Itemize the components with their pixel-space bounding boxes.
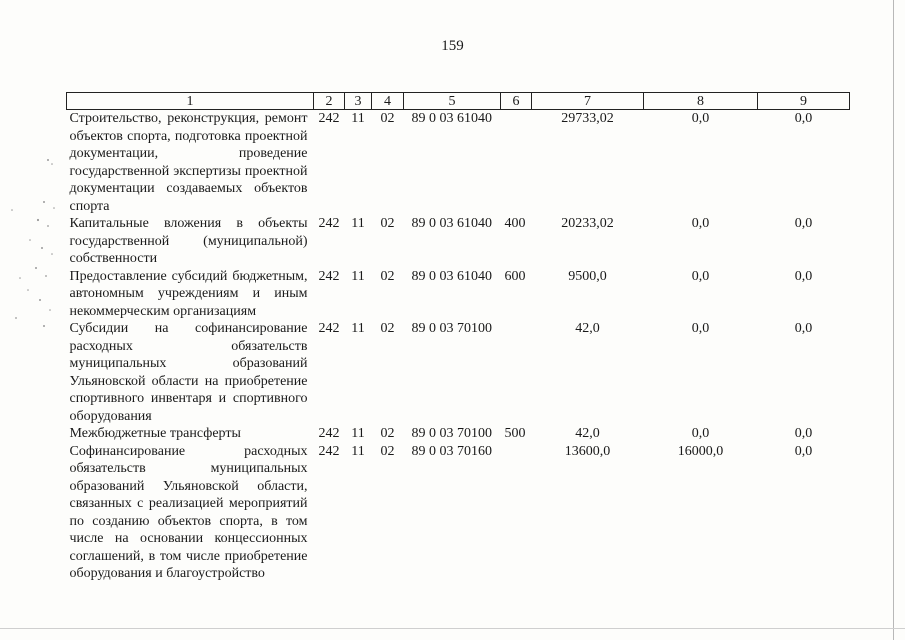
page-number: 159	[441, 38, 464, 54]
column-header: 2	[314, 93, 345, 110]
cell-amount-1: 42,0	[575, 321, 600, 336]
column-header: 3	[345, 93, 372, 110]
cell-amount-3: 0,0	[794, 426, 813, 441]
cell-amount-2: 16000,0	[677, 443, 724, 459]
column-header: 1	[67, 93, 314, 110]
table-row	[67, 110, 850, 216]
cell-expense-type	[501, 443, 532, 583]
row-name: Межбюджетные трансферты	[69, 426, 241, 441]
table-row	[67, 443, 850, 583]
cell-section: 11	[351, 426, 365, 441]
row-name: Предоставление субсидий бюджетным, автономным учреждениям и иным некоммерческим организациям	[69, 268, 308, 319]
column-header: 5	[404, 93, 501, 110]
cell-amount-2: 0,0	[691, 111, 710, 126]
cell-amount-1: 9500,0	[568, 268, 607, 284]
table-row	[67, 320, 850, 425]
table-row	[67, 268, 850, 321]
cell-admin-code: 242	[318, 321, 340, 336]
cell-amount-3: 0,0	[794, 111, 813, 126]
page-edge-right	[893, 0, 894, 640]
cell-target-article: 89 0 03 70100	[411, 321, 492, 336]
page-edge-bottom	[0, 628, 905, 629]
cell-target-article: 89 0 03 61040	[411, 216, 492, 231]
cell-amount-2: 0,0	[691, 268, 710, 284]
cell-section: 11	[351, 216, 365, 231]
scan-noise	[8, 150, 63, 360]
column-header: 9	[758, 93, 850, 110]
cell-subsection: 02	[380, 111, 395, 126]
cell-section: 11	[351, 111, 365, 126]
cell-subsection: 02	[380, 321, 395, 336]
cell-target-article: 89 0 03 61040	[411, 268, 492, 284]
cell-amount-1: 29733,02	[561, 111, 614, 126]
row-name: Софинансирование расходных обязательств муниципальных образований Ульяновской области, связанных с реализацией мероприятий по созданию объектов спорта, в том числе на основании концессионных соглашений, в том числе приобретение оборудования и благоустройство	[69, 443, 308, 581]
column-header: 4	[372, 93, 404, 110]
cell-amount-3: 0,0	[794, 321, 813, 336]
cell-admin-code: 242	[318, 268, 340, 284]
cell-subsection: 02	[380, 443, 395, 459]
column-header: 6	[501, 93, 532, 110]
cell-amount-3: 0,0	[794, 443, 813, 459]
row-name: Субсидии на софинансирование расходных обязательств муниципальных образований Ульяновской области на приобретение спортивного инвентаря и спортивного оборудования	[69, 321, 308, 424]
table-row	[67, 425, 850, 443]
cell-target-article: 89 0 03 70100	[411, 426, 492, 441]
cell-amount-3: 0,0	[794, 216, 813, 231]
table-row	[67, 215, 850, 268]
cell-amount-1: 20233,02	[561, 216, 614, 231]
cell-expense-type: 400	[504, 216, 526, 231]
cell-expense-type: 500	[504, 426, 526, 441]
cell-amount-2: 0,0	[691, 216, 710, 231]
column-header: 7	[532, 93, 644, 110]
column-header: 8	[644, 93, 758, 110]
cell-expense-type	[501, 110, 532, 216]
cell-section: 11	[351, 268, 365, 284]
cell-admin-code: 242	[318, 216, 340, 231]
row-name: Капитальные вложения в объекты государственной (муниципальной) собственности	[69, 216, 308, 266]
cell-subsection: 02	[380, 216, 395, 231]
cell-target-article: 89 0 03 61040	[411, 111, 492, 126]
cell-admin-code: 242	[318, 443, 340, 459]
table-header-row	[67, 93, 850, 110]
row-name: Строительство, реконструкция, ремонт объектов спорта, подготовка проектной документации, проведение государственной экспертизы проектной документации создаваемых объектов спорта	[69, 111, 308, 214]
cell-amount-1: 13600,0	[564, 443, 611, 459]
cell-section: 11	[351, 443, 365, 459]
cell-amount-3: 0,0	[794, 268, 813, 284]
cell-section: 11	[351, 321, 365, 336]
budget-table	[66, 92, 850, 583]
cell-amount-2: 0,0	[691, 321, 710, 336]
cell-subsection: 02	[380, 426, 395, 441]
cell-expense-type	[501, 320, 532, 425]
cell-subsection: 02	[380, 268, 395, 284]
cell-admin-code: 242	[318, 111, 340, 126]
cell-target-article: 89 0 03 70160	[411, 443, 492, 459]
cell-admin-code: 242	[318, 426, 340, 441]
cell-amount-1: 42,0	[575, 426, 600, 441]
cell-expense-type: 600	[504, 268, 526, 284]
cell-amount-2: 0,0	[691, 426, 710, 441]
